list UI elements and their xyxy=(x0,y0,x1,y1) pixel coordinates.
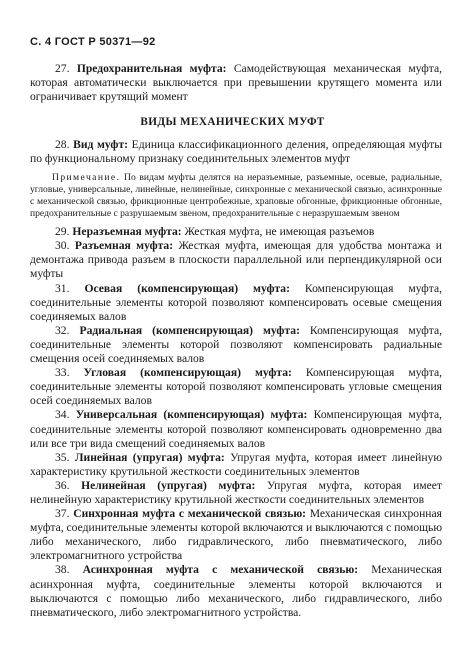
clause-number: 36. xyxy=(55,478,70,492)
clause-text: Единица классификационного деления, определяющая муфты по функциональному признаку соединительных элементов муфт xyxy=(30,138,442,166)
clause-number: 28. xyxy=(55,138,70,151)
clause-36 xyxy=(30,479,442,507)
clauses-body xyxy=(30,138,442,620)
clause-38 xyxy=(30,563,442,619)
clause-term: Нелинейная (упругая) муфта: xyxy=(81,478,256,492)
clause-number: 37. xyxy=(55,507,70,521)
clause-number: 29. xyxy=(55,225,70,239)
clause-text: Компенсирующая муфта, соединительные элементы которой позволяют компенсировать осевые смещения соединяемых валов xyxy=(30,281,442,323)
note xyxy=(30,172,442,220)
section-title: ВИДЫ МЕХАНИЧЕСКИХ МУФТ xyxy=(140,116,325,128)
clause-33 xyxy=(30,366,442,408)
clause-text: Механическая синхронная муфта, соединительные элементы которой включаются и выключаются с помощью либо механического, либо гидравлического, либо пневматического, либо электромагнитного устройства xyxy=(30,507,442,563)
note-label: Примечание. xyxy=(52,172,121,184)
clause-number: 34. xyxy=(55,408,70,422)
page-header: С. 4 ГОСТ Р 50371—92 xyxy=(30,36,156,48)
clause-number: 35. xyxy=(55,450,70,464)
clause-text: Механическая асинхронная муфта, соединительные элементы которой включаются и выключаются с помощью либо механического, либо гидравлического, либо пневматического, либо электромагнитного устройства. xyxy=(30,563,443,619)
clause-text: Самодействующая механическая муфта, которая автоматически выключается при превышении крутящего момента или ограничивает крутящий момент xyxy=(30,62,443,104)
clause-number: 31. xyxy=(55,281,70,295)
clause-term: Радиальная (компенсирующая) муфта: xyxy=(79,323,300,337)
clause-term: Неразъемная муфта: xyxy=(72,225,182,239)
clause-number: 30. xyxy=(55,239,70,253)
clause-30 xyxy=(30,239,442,281)
clause-29 xyxy=(30,225,442,239)
clause-term: Вид муфт: xyxy=(73,138,129,151)
clause-text: Жесткая муфта, не имеющая разъемов xyxy=(181,225,375,239)
clause-term: Универсальная (компенсирующая) муфта: xyxy=(75,408,308,422)
clause-term: Предохранительная муфта: xyxy=(76,62,227,75)
clause-number: 38. xyxy=(55,563,70,577)
clause-number: 33. xyxy=(55,366,70,380)
clause-35 xyxy=(30,451,442,479)
clause-32 xyxy=(30,324,442,366)
note-text: По видам муфты делятся на неразъемные, разъемные, осевые, радиальные, угловые, универсальные, линейные, нелинейные, синхронные с механической связью, асинхронные с механической связью, фрикционные центробежные, храповые обгонные, фрикционные обгонные, предохранительные с разрушаемым звеном, предохранительные с неразрушаемым звеном xyxy=(30,172,442,220)
clause-term: Асинхронная муфта с механической связью: xyxy=(82,563,359,577)
clause-text: Жесткая муфта, имеющая для удобства монтажа и демонтажа привода разъем в плоскости параллельной или перпендикулярной оси муфты xyxy=(30,239,442,281)
clause-text: Компенсирующая муфта, соединительные элементы которой позволяют компенсировать радиальные смещения осей соединяемых валов xyxy=(30,323,442,366)
clause-term: Осевая (компенсирующая) муфта: xyxy=(84,281,290,295)
clause-31 xyxy=(30,282,442,324)
clause-text: Компенсирующая муфта, соединительные элементы которой позволяют компенсировать одновременно два или все три вида смещений соединяемых валов xyxy=(30,408,442,450)
clause-text: Компенсирующая муфта, соединительные элементы которой позволяют компенсировать угловые смещения осей соединяемых валов xyxy=(30,366,442,408)
clause-number: 32. xyxy=(55,323,70,337)
clause-text: Упругая муфта, которая имеет нелинейную характеристику крутильной жесткости соединительных элементов xyxy=(30,478,442,506)
clause-34 xyxy=(30,408,442,450)
clause-term: Синхронная муфта с механической связью: xyxy=(73,507,307,521)
clause-text: Упругая муфта, которая имеет линейную характеристику крутильной жесткости соединительных элементов xyxy=(30,450,443,478)
clause-number: 27. xyxy=(55,62,70,75)
clause-term: Линейная (упругая) муфта: xyxy=(74,450,225,464)
clause-28 xyxy=(30,138,442,166)
clause-27 xyxy=(30,62,442,104)
clause-37 xyxy=(30,507,442,563)
clause-term: Угловая (компенсирующая) муфта: xyxy=(83,366,292,380)
clause-term: Разъемная муфта: xyxy=(74,239,174,253)
